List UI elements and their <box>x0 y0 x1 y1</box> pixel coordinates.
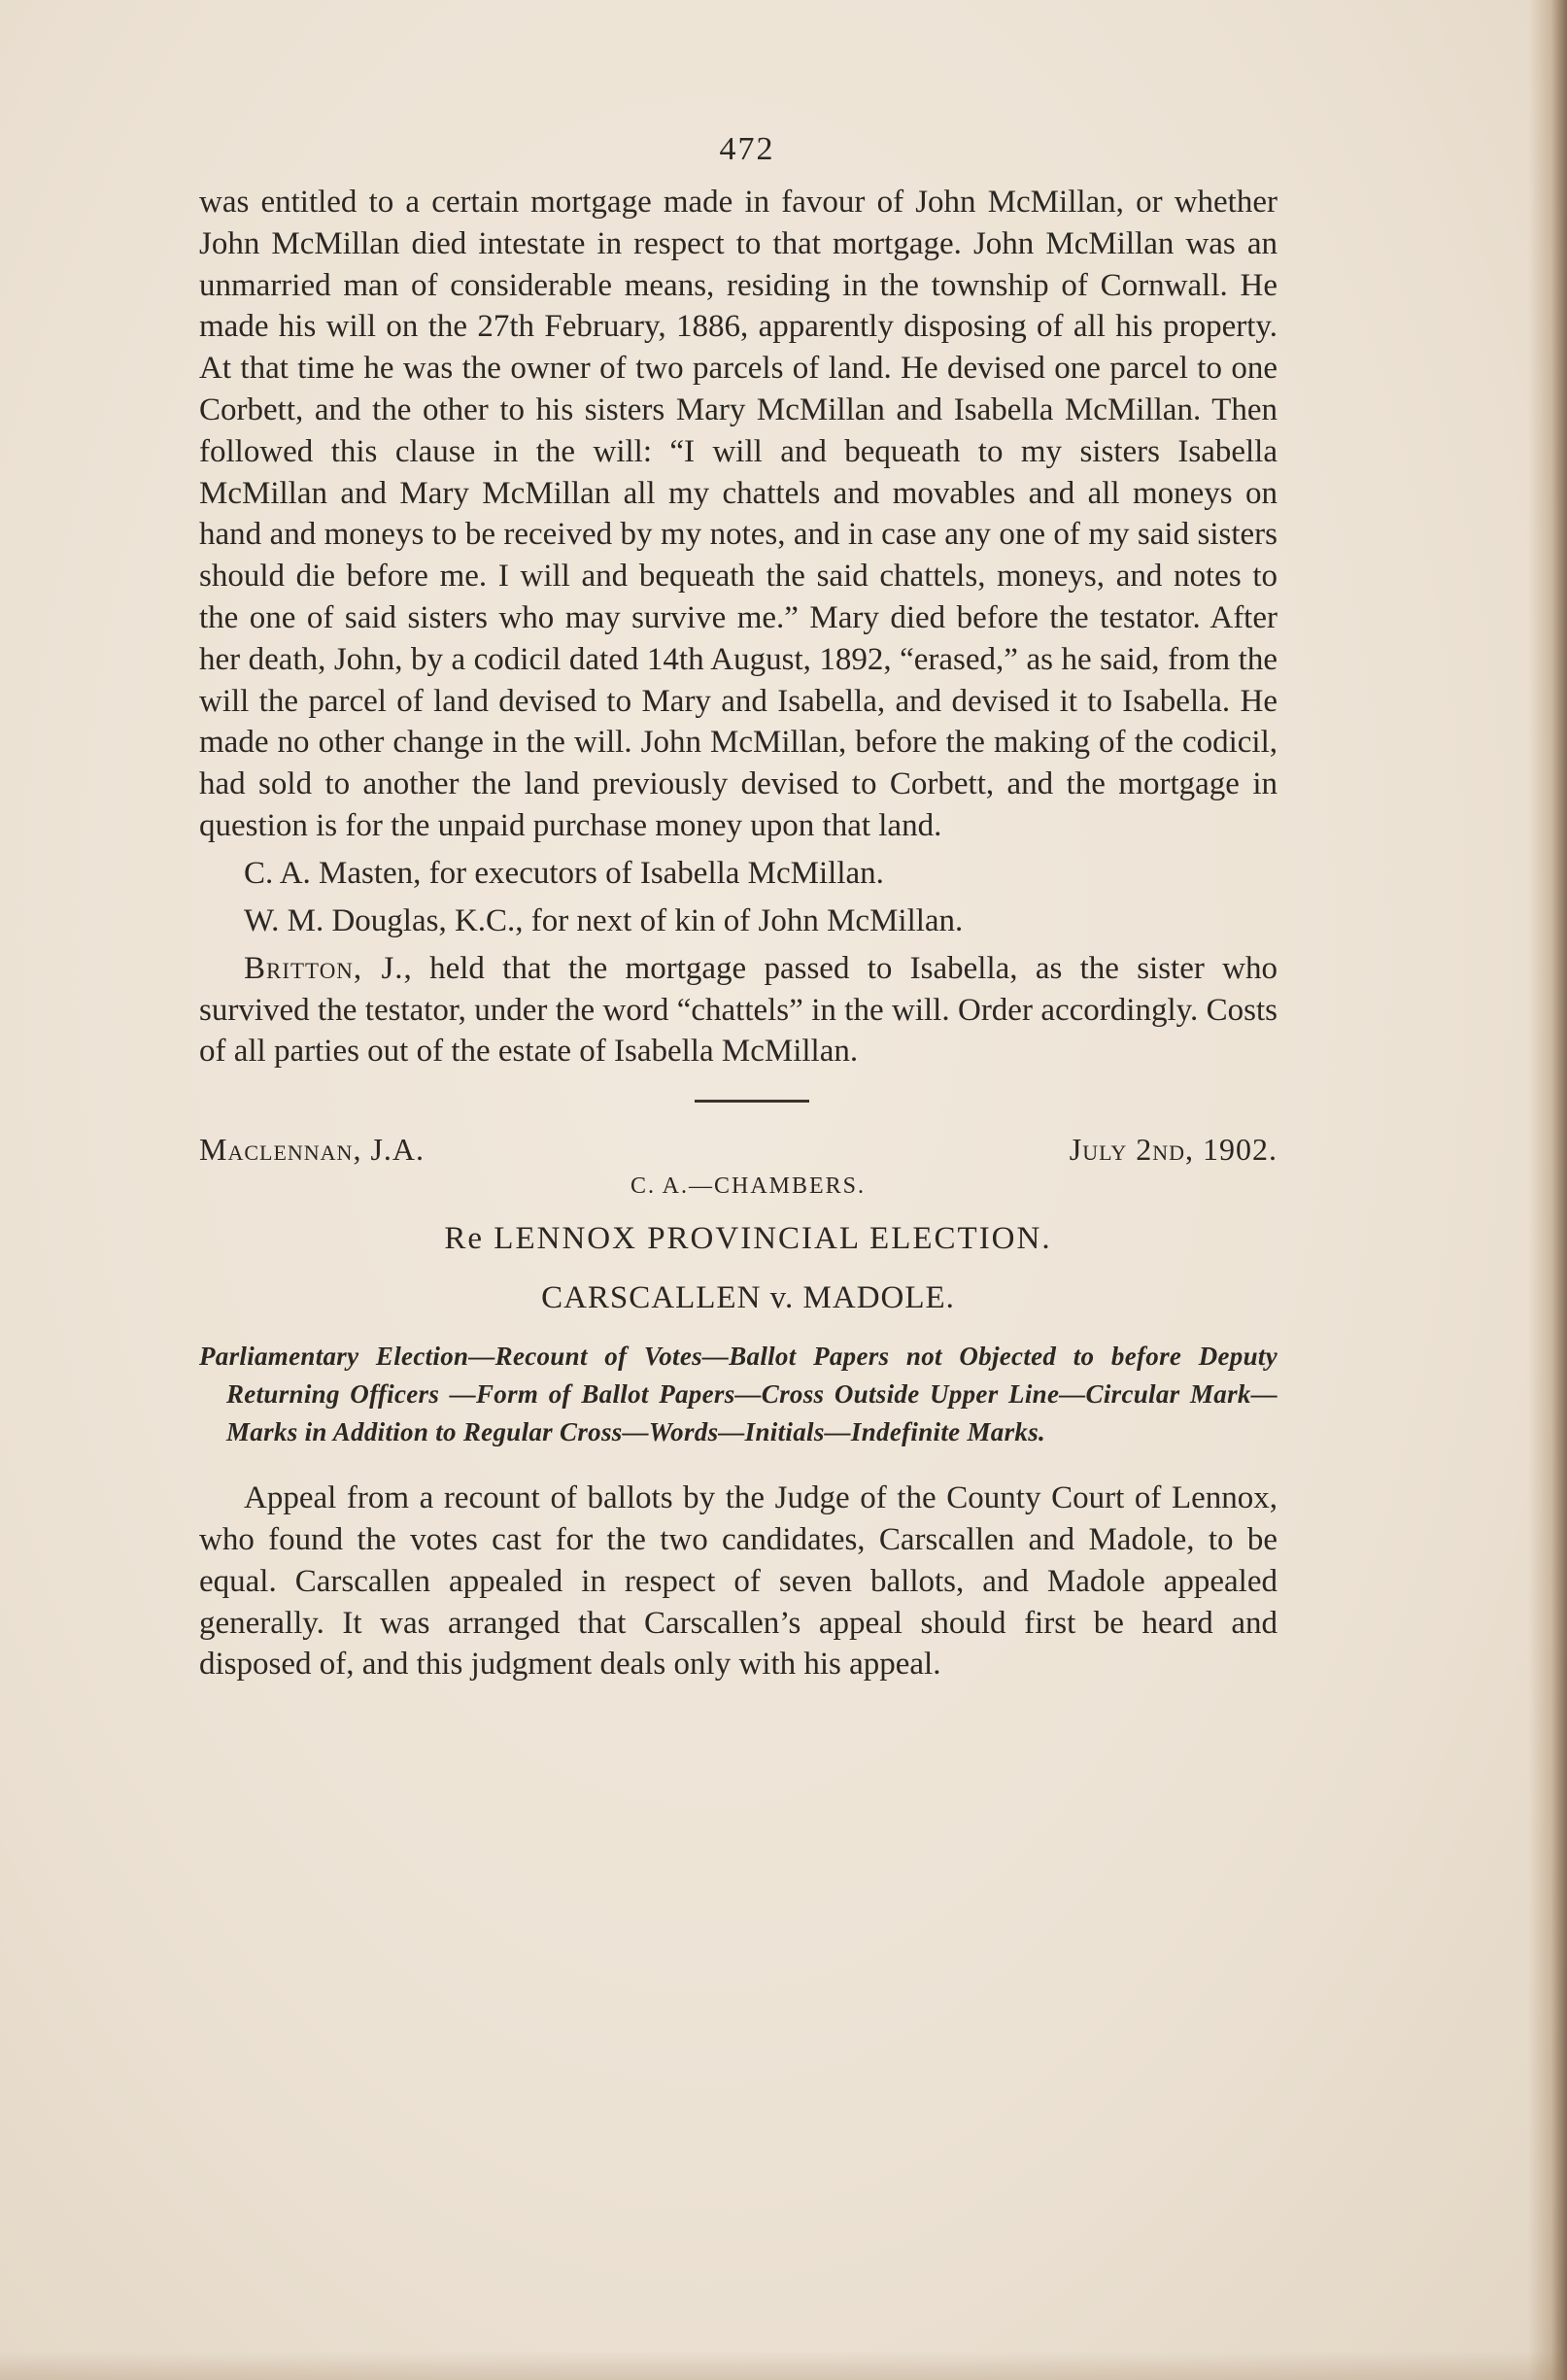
judgment-text: , held that the mortgage passed to Isabella, as the sister who survived the testator, under the word “chattels” in the will. Order accordingly. Costs of all parties out of the estate of Isabella McMillan. <box>199 950 1277 1070</box>
judge-name: Britton, J. <box>244 950 404 986</box>
judgment-paragraph <box>199 948 1277 1072</box>
section-divider <box>695 1100 809 1103</box>
case-parties: CARSCALLEN v. MADOLE. <box>541 1280 955 1316</box>
case-title: Re LENNOX PROVINCIAL ELECTION. <box>444 1221 1052 1257</box>
page-content <box>199 131 1277 1717</box>
page-number: 472 <box>719 131 775 167</box>
court-designation: C. A.—CHAMBERS. <box>630 1173 867 1200</box>
counsel-line-executors: C. A. Masten, for executors of Isabella McMillan. <box>244 855 884 891</box>
page-edge-shadow <box>1528 0 1567 2380</box>
appeal-paragraph: Appeal from a recount of ballots by the Judge of the County Court of Lennox, who found the votes cast for the two candidates, Carscallen and Madole, to be equal. Carscallen appealed in respect of seven ballots, and Madole appealed generally. It was arranged that Carscallen’s appeal should first be heard and disposed of, and this judgment deals only with his appeal. <box>199 1480 1277 1683</box>
page-bottom-shadow <box>0 2351 1567 2380</box>
opening-paragraph: was entitled to a certain mortgage made in favour of John McMillan, or whether John McMillan died intestate in respect to that mortgage. John McMillan was an unmarried man of considerable means, residing in the township of Cornwall. He made his will on the 27th February, 1886, apparently disposing of all his property. At that time he was the owner of two parcels of land. He devised one parcel to one Corbett, and the other to his sisters Mary McMillan and Isabella McMillan. Then followed this clause in the will: “I will and bequeath to my sisters Isabella McMillan and Mary McMillan all my chattels and movables and all moneys on hand and moneys to be received by my notes, and in case any one of my said sisters should die before me. I will and bequeath the said chattels, moneys, and notes to the one of said sisters who may survive me.” Mary died before the testator. After her death, John, by a codicil dated 14th August, 1892, “erased,” as he said, from the will the parcel of land devised to Mary and Isabella, and devised it to Isabella. He made no other change in the will. John McMillan, before the making of the codicil, had sold to another the land previously devised to Corbett, and the mortgage in question is for the unpaid purchase money upon that land. <box>199 185 1277 843</box>
counsel-line-next-of-kin: W. M. Douglas, K.C., for next of kin of John McMillan. <box>244 902 964 938</box>
case-header-line <box>199 1132 1277 1168</box>
case-date: July 2nd, 1902. <box>1069 1132 1277 1168</box>
headnote: Parliamentary Election—Recount of Votes—Ballot Papers not Objected to before Deputy Returning Officers —Form of Ballot Papers—Cross Outside Upper Line—Circular Mark—Marks in Addition to Regular Cross—Words—Initials—Indefinite Marks. <box>199 1342 1277 1447</box>
case-judge: Maclennan, J.A. <box>199 1132 426 1168</box>
